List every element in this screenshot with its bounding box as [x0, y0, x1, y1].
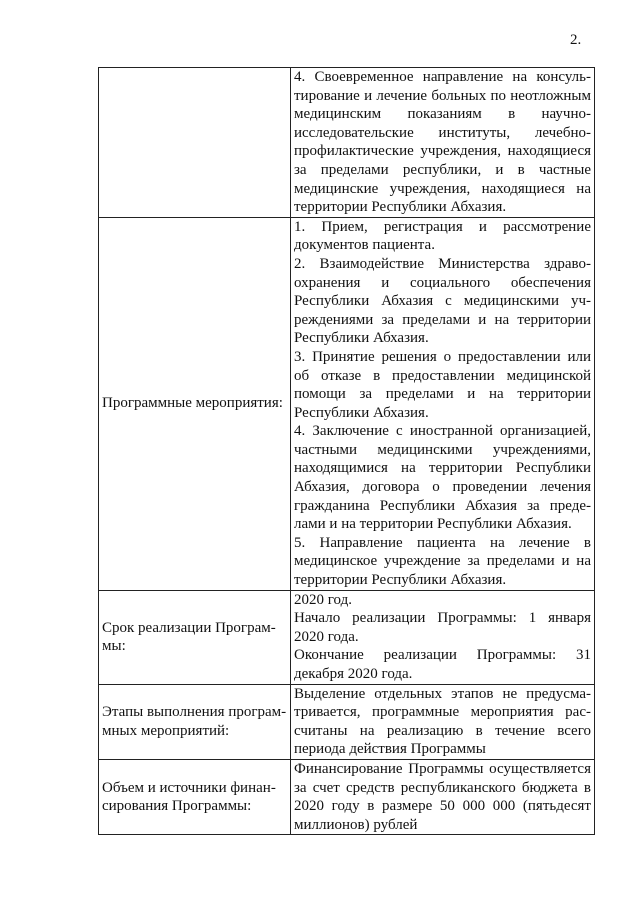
- row-value-referral: [291, 68, 595, 218]
- row-value-implementation-period: [291, 590, 595, 684]
- activity-item-4: 4. Заключение с иностранной организацией, частными медицинскими учреждениями, находящимися на территории Республики Абхазия, договора о проведении лечения гражданина Республики Абхазия за пределами и на территории Республики Абхазия.: [294, 423, 591, 533]
- activity-item-5: 5. Направление пациента на лечение в медицинское учреждение за пределами и на территории Республики Абхазия.: [294, 534, 591, 589]
- activity-item-1: 1. Прием, регистрация и рассмотрение документов пациента.: [294, 218, 591, 254]
- referral-paragraph: 4. Своевременное направление на консультирование и лечение больных по неотложным медицинским показаниям в научно-исследовательские институты, лечебно-профилактические учреждения, находящиеся за пределами республики, и в частные медицинские учреждения, находящиеся на территории Республики Абхазия.: [294, 69, 591, 216]
- row-value-financing: [291, 759, 595, 834]
- table-row-referral: [99, 68, 595, 218]
- program-passport-table: [98, 67, 595, 835]
- table-row-stages: [99, 684, 595, 759]
- row-value-program-activities: [291, 217, 595, 590]
- row-label-financing: Объем и источники финансирования Программы:: [99, 759, 291, 834]
- row-label-empty: [99, 68, 291, 218]
- row-label-stages: Этапы выполнения программных мероприятий:: [99, 684, 291, 759]
- period-start: Начало реализации Программы: 1 января 2020 года.: [294, 610, 591, 645]
- period-end: Окончание реализации Программы: 31 декабря 2020 года.: [294, 647, 591, 682]
- page-number: 2.: [570, 32, 582, 48]
- table-row-financing: [99, 759, 595, 834]
- activity-item-2: 2. Взаимодействие Министерства здравоохранения и социального обеспечения Республики Абхазия с медицинскими учреждениями за пределами и на территории Республики Абхазия.: [294, 255, 591, 347]
- row-value-stages: [291, 684, 595, 759]
- table-row-implementation-period: [99, 590, 595, 684]
- financing-paragraph: Финансирование Программы осуществляется за счет средств республиканского бюджета в 2020 году в размере 50 000 000 (пятьдесят миллионов) рублей: [294, 760, 591, 833]
- activity-item-3: 3. Принятие решения о предоставлении или об отказе в предоставлении медицинской помощи за пределами и на территории Республики Абхазия.: [294, 348, 591, 421]
- row-label-program-activities: Программные мероприятия:: [99, 217, 291, 590]
- row-label-implementation-period: Срок реализации Программы:: [99, 590, 291, 684]
- table-row-program-activities: [99, 217, 595, 590]
- period-year: 2020 год.: [294, 591, 352, 608]
- stages-paragraph: Выделение отдельных этапов не предусматривается, программные мероприятия рассчитаны на реализацию в течение всего периода действия Программы: [294, 685, 591, 758]
